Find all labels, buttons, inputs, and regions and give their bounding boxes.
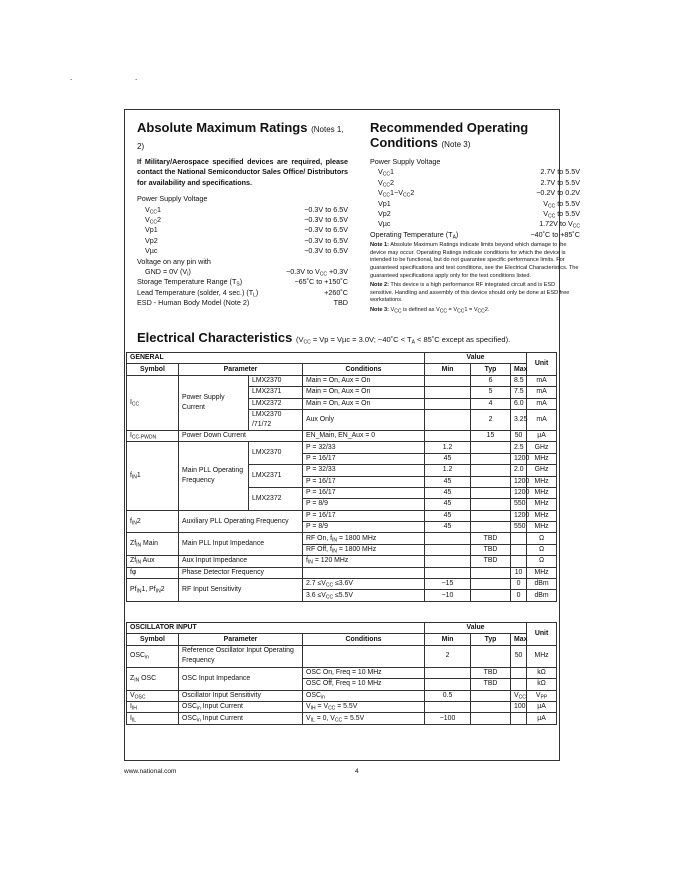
table-cell: Aux Input Impedance [179, 556, 303, 567]
amr-lead-row: Lead Temperature (solder, 4 sec.) $(T_L)$ +260˚C [137, 287, 348, 299]
table-cell: $I_{CC-PWDN}$ [127, 430, 179, 441]
table-cell: LMX2371 [249, 387, 303, 398]
roc-psv-label: Power Supply Voltage [370, 157, 441, 166]
table-cell [425, 544, 471, 555]
table-cell: MHz [527, 510, 557, 521]
table-cell: $f_{IN} = 120$ MHz [303, 556, 425, 567]
table-cell: P = 16/17 [303, 487, 425, 498]
table-cell: P = 16/17 [303, 476, 425, 487]
table-cell: 50 [511, 430, 527, 441]
table-cell: P = 8/9 [303, 499, 425, 510]
table-cell: Main = On, Aux = On [303, 387, 425, 398]
table-cell: Ω [527, 556, 557, 567]
amr-esd-row: ESD - Human Body Model (Note 2) TBD [137, 298, 348, 308]
table-cell: $Zf_{IN}$ Main [127, 533, 179, 556]
table-cell [511, 533, 527, 544]
table-cell: kΩ [527, 667, 557, 678]
table-cell [471, 701, 511, 712]
table-row [127, 579, 557, 590]
conditions-header: Conditions [303, 634, 425, 645]
note-2: Note 2: This device is a high performance RF integrated circuit and is ESD sensitive. Handling and assembly of this device should only be done at ESD free workstations. [370, 282, 570, 304]
table-cell: Main PLL Input Impedance [179, 533, 303, 556]
table-cell: P = 16/17 [303, 510, 425, 521]
table-cell [303, 567, 425, 578]
table-cell: MHz [527, 567, 557, 578]
table-cell [471, 510, 511, 521]
typ-header: Typ [471, 634, 511, 645]
table-cell: $OSC_{in}$ [127, 645, 179, 667]
table-row [127, 645, 557, 667]
corner-mark-right: . [135, 73, 138, 82]
amr-gnd-row: GND = 0V $(V_I)$ −0.3V to $V_{CC} +0.3V$ [145, 267, 348, 278]
parameter-header: Parameter [179, 364, 303, 375]
table-cell: 3.25 [511, 409, 527, 430]
table-cell: MHz [527, 522, 557, 533]
table-cell: LMX2371 [249, 465, 303, 488]
table-cell [425, 409, 471, 430]
table-cell: MHz [527, 645, 557, 667]
table-cell: $f_{IN}1$ [127, 442, 179, 510]
table-cell: TBD [471, 679, 511, 690]
table-cell: 50 [511, 645, 527, 667]
amr-psv-row: Vp1 −0.3V to 6.5V [145, 225, 348, 235]
table-cell: mA [527, 398, 557, 409]
parameter-header: Parameter [179, 634, 303, 645]
table-cell: RF On, $f_{IN} = 1800$ MHz [303, 533, 425, 544]
abs-max-ratings [137, 120, 348, 309]
general-table [126, 352, 557, 602]
ec-title: Electrical Characteristics ($V_{CC} = Vp = V\mu c = 3.0V$; −40˚C < $T_A$ < 85˚C except as specified). [137, 330, 511, 346]
table-cell [425, 375, 471, 386]
roc-psv-row: Vµc 1.72V to $V_{CC}$ [378, 219, 580, 230]
table-cell: LMX2370 [249, 375, 303, 386]
value-header: Value [425, 623, 527, 634]
table-cell: OSC Off, Freq = 10 MHz [303, 679, 425, 690]
header-row [127, 364, 557, 375]
abs-max-title: Absolute Maximum Ratings (Notes 1, 2) [137, 120, 344, 151]
roc-psv-row: $V_{CC}1$ 2.7V to 5.5V [378, 167, 580, 178]
footer-url: www.national.com [124, 768, 177, 775]
table-cell: RF Input Sensitivity [179, 579, 303, 602]
table-cell: $f_{IN}2$ [127, 510, 179, 533]
table-cell: Main PLL Operating Frequency [179, 442, 249, 510]
table-cell: 6 [471, 375, 511, 386]
table-cell: 550 [511, 499, 527, 510]
table-cell: $V_{CC}$ [511, 690, 527, 701]
table-cell: 10 [511, 567, 527, 578]
rec-operating-conditions [370, 120, 580, 315]
table-cell: TBD [471, 556, 511, 567]
roc-psv-list [370, 167, 580, 229]
table-cell [511, 556, 527, 567]
table-cell: $Zf_{IN}$ Aux [127, 556, 179, 567]
table-row [127, 690, 557, 701]
corner-mark-left: . [70, 73, 73, 82]
table-cell: $V_{IL} = 0$, $V_{CC} = 5.5V$ [303, 713, 425, 724]
table-cell: LMX2370 [249, 442, 303, 465]
table-row [127, 713, 557, 724]
table-cell [425, 667, 471, 678]
table-cell [471, 713, 511, 724]
table-cell [471, 499, 511, 510]
table-cell: Oscillator Input Sensitivity [179, 690, 303, 701]
table-cell: Main = On, Aux = On [303, 398, 425, 409]
table-row [127, 667, 557, 678]
table-cell: 1200 [511, 453, 527, 464]
table-cell [511, 679, 527, 690]
table-cell: MHz [527, 499, 557, 510]
typ-header: Typ [471, 364, 511, 375]
amr-psv-row: Vp2 −0.3V to 6.5V [145, 235, 348, 245]
header-row [127, 634, 557, 645]
table-cell: MHz [527, 487, 557, 498]
footer-page-number: 4 [355, 768, 359, 775]
table-cell [425, 567, 471, 578]
table-cell: MHz [527, 476, 557, 487]
table-cell [471, 442, 511, 453]
table-cell: 45 [425, 476, 471, 487]
min-header: Min [425, 634, 471, 645]
table-cell: Ω [527, 533, 557, 544]
table-cell: $OSC_{in}$ [303, 690, 425, 701]
table-cell [425, 387, 471, 398]
roc-psv-row: $V_{CC}2$ 2.7V to 5.5V [378, 177, 580, 189]
value-header: Value [425, 353, 527, 364]
table-cell: 5 [471, 387, 511, 398]
table-cell: P = 8/9 [303, 522, 425, 533]
table-cell: 0 [511, 590, 527, 601]
table-cell: 1200 [511, 476, 527, 487]
roc-title: Recommended Operating Conditions (Note 3) [370, 120, 529, 150]
table-row [127, 533, 557, 544]
amr-vany-label: Voltage on any pin with [137, 256, 211, 266]
table-row [127, 442, 557, 453]
symbol-header: Symbol [127, 634, 179, 645]
amr-psv-row: $V_{CC}1$ −0.3V to 6.5V [145, 204, 348, 216]
table-cell: fφ [127, 567, 179, 578]
table-cell: 4 [471, 398, 511, 409]
table-cell [511, 667, 527, 678]
table-row [127, 375, 557, 386]
unit-header: Unit [527, 623, 557, 646]
table-cell: OSC On, Freq = 10 MHz [303, 667, 425, 678]
table-cell [425, 701, 471, 712]
oscillator-table [126, 622, 557, 725]
table-cell [471, 476, 511, 487]
table-cell: 1.2 [425, 442, 471, 453]
table-cell [425, 398, 471, 409]
table-cell: P = 32/33 [303, 465, 425, 476]
table-row [127, 430, 557, 441]
table-cell: MHz [527, 453, 557, 464]
section-title: GENERAL [127, 353, 425, 364]
amr-psv-row: Vµc −0.3V to 6.5V [145, 246, 348, 256]
table-cell [471, 487, 511, 498]
table-row [127, 567, 557, 578]
table-cell: 8.5 [511, 375, 527, 386]
table-cell: dBm [527, 590, 557, 601]
table-cell: 2.0 [511, 465, 527, 476]
table-cell [471, 522, 511, 533]
table-cell: GHz [527, 442, 557, 453]
symbol-header: Symbol [127, 364, 179, 375]
table-cell: 1.2 [425, 465, 471, 476]
table-cell: TBD [471, 544, 511, 555]
table-cell: −15 [425, 579, 471, 590]
table-cell: µA [527, 701, 557, 712]
section-row [127, 353, 557, 364]
table-cell: Ω [527, 544, 557, 555]
roc-psv-row: Vp2 $V_{CC}$ to 5.5V [378, 209, 580, 220]
roc-psv-row: Vp1 $V_{CC}$ to 5.5V [378, 198, 580, 210]
table-cell: mA [527, 387, 557, 398]
table-cell: 1200 [511, 510, 527, 521]
table-cell: P = 16/17 [303, 453, 425, 464]
table-cell: 2 [471, 409, 511, 430]
table-row [127, 510, 557, 521]
table-cell [471, 453, 511, 464]
table-cell: $I_{CC}$ [127, 375, 179, 430]
amr-psv-row: $V_{CC}2$ −0.3V to 6.5V [145, 215, 348, 226]
table-cell: $I_{IL}$ [127, 713, 179, 724]
note-3: Note 3: $V_{CC}$ is defined as $V_{CC} = V_{CC}1 = V_{CC}2$. [370, 307, 490, 315]
table-cell [471, 579, 511, 590]
table-cell: GHz [527, 465, 557, 476]
roc-psv-row: $V_{CC}1-V_{CC}2$ −0.2V to 0.2V [378, 188, 580, 199]
table-cell: −10 [425, 590, 471, 601]
min-header: Min [425, 364, 471, 375]
amr-psv-list [137, 205, 348, 257]
table-cell: 45 [425, 522, 471, 533]
amr-psv-label: Power Supply Voltage [137, 194, 208, 204]
table-cell [471, 465, 511, 476]
table-cell: 550 [511, 522, 527, 533]
table-cell: Aux Only [303, 409, 425, 430]
table-cell: LMX2372 [249, 487, 303, 510]
table-cell [471, 690, 511, 701]
table-cell: 15 [471, 430, 511, 441]
table-cell: $Pf_{IN}1$, $Pf_{IN}2$ [127, 579, 179, 602]
table-cell: EN_Main, EN_Aux = 0 [303, 430, 425, 441]
table-cell [425, 430, 471, 441]
table-cell: 45 [425, 499, 471, 510]
unit-header: Unit [527, 353, 557, 376]
table-cell [425, 533, 471, 544]
table-cell: −100 [425, 713, 471, 724]
table-row [127, 556, 557, 567]
section-row [127, 623, 557, 634]
max-header: Max [511, 634, 527, 645]
table-cell: 45 [425, 487, 471, 498]
table-cell: $Z_{IN}$ OSC [127, 667, 179, 690]
table-cell: kΩ [527, 679, 557, 690]
table-row [127, 701, 557, 712]
table-cell [303, 645, 425, 667]
table-cell: µA [527, 713, 557, 724]
table-cell: $3.6 \le V_{CC} \le 5.5V$ [303, 590, 425, 601]
table-cell: $I_{IH}$ [127, 701, 179, 712]
table-cell: TBD [471, 667, 511, 678]
table-cell [511, 713, 527, 724]
table-cell [471, 590, 511, 601]
section-title: OSCILLATOR INPUT [127, 623, 425, 634]
table-cell: Power Down Current [179, 430, 303, 441]
table-cell: mA [527, 409, 557, 430]
table-cell: $2.7 \le V_{CC} \le 3.6V$ [303, 579, 425, 590]
table-cell: Phase Detector Frequency [179, 567, 303, 578]
military-notice: If Military/Aerospace specified devices are required, please contact the National Semiconductor Sales Office/ Distributors for availability and specifications. [137, 157, 348, 187]
table-cell: $OSC_{in}$ Input Current [179, 713, 303, 724]
conditions-header: Conditions [303, 364, 425, 375]
table-cell [425, 556, 471, 567]
table-cell: TBD [471, 533, 511, 544]
table-cell: Power Supply Current [179, 375, 249, 430]
table-cell: Reference Oscillator Input Operating Frequency [179, 645, 303, 667]
table-cell [425, 679, 471, 690]
table-cell: 2.5 [511, 442, 527, 453]
table-cell: $OSC_{in}$ Input Current [179, 701, 303, 712]
table-cell: P = 32/33 [303, 442, 425, 453]
table-cell: 0.5 [425, 690, 471, 701]
table-cell: OSC Input Impedance [179, 667, 303, 690]
table-cell: $V_{IH} = V_{CC} = 5.5V$ [303, 701, 425, 712]
table-cell: dBm [527, 579, 557, 590]
table-cell: RF Off, $f_{IN} = 1800$ MHz [303, 544, 425, 555]
table-cell: LMX2370 /71/72 [249, 409, 303, 430]
amr-storage-row: Storage Temperature Range $(T_S)$ −65˚C to +150˚C [137, 277, 348, 288]
table-cell [471, 645, 511, 667]
table-cell: 7.5 [511, 387, 527, 398]
table-cell: 45 [425, 510, 471, 521]
max-header: Max [511, 364, 527, 375]
table-cell: Auxiliary PLL Operating Frequency [179, 510, 303, 533]
table-cell: 0 [511, 579, 527, 590]
table-cell: mA [527, 375, 557, 386]
table-cell: Main = On, Aux = On [303, 375, 425, 386]
table-cell: LMX2372 [249, 398, 303, 409]
note-1: Note 1: Absolute Maximum Ratings indicate limits beyond which damage to the device may occur. Operating Ratings indicate conditions for which the device is intended to be functional, but do not guarantee specific performance limits. For guaranteed specifications and test conditions, see the Electrical Characteristics. The guaranteed specifications apply only for the test conditions listed. [370, 242, 579, 279]
table-cell: µA [527, 430, 557, 441]
roc-optemp-row: Operating Temperature $(T_A)$ −40˚C to +85˚C [370, 229, 580, 241]
table-cell: $V_{OSC}$ [127, 690, 179, 701]
table-cell: 6.0 [511, 398, 527, 409]
table-cell: 1200 [511, 487, 527, 498]
table-cell [511, 544, 527, 555]
table-cell: 2 [425, 645, 471, 667]
table-cell [471, 567, 511, 578]
table-cell: 45 [425, 453, 471, 464]
table-cell: 100 [511, 701, 527, 712]
table-cell: $V_{PP}$ [527, 690, 557, 701]
